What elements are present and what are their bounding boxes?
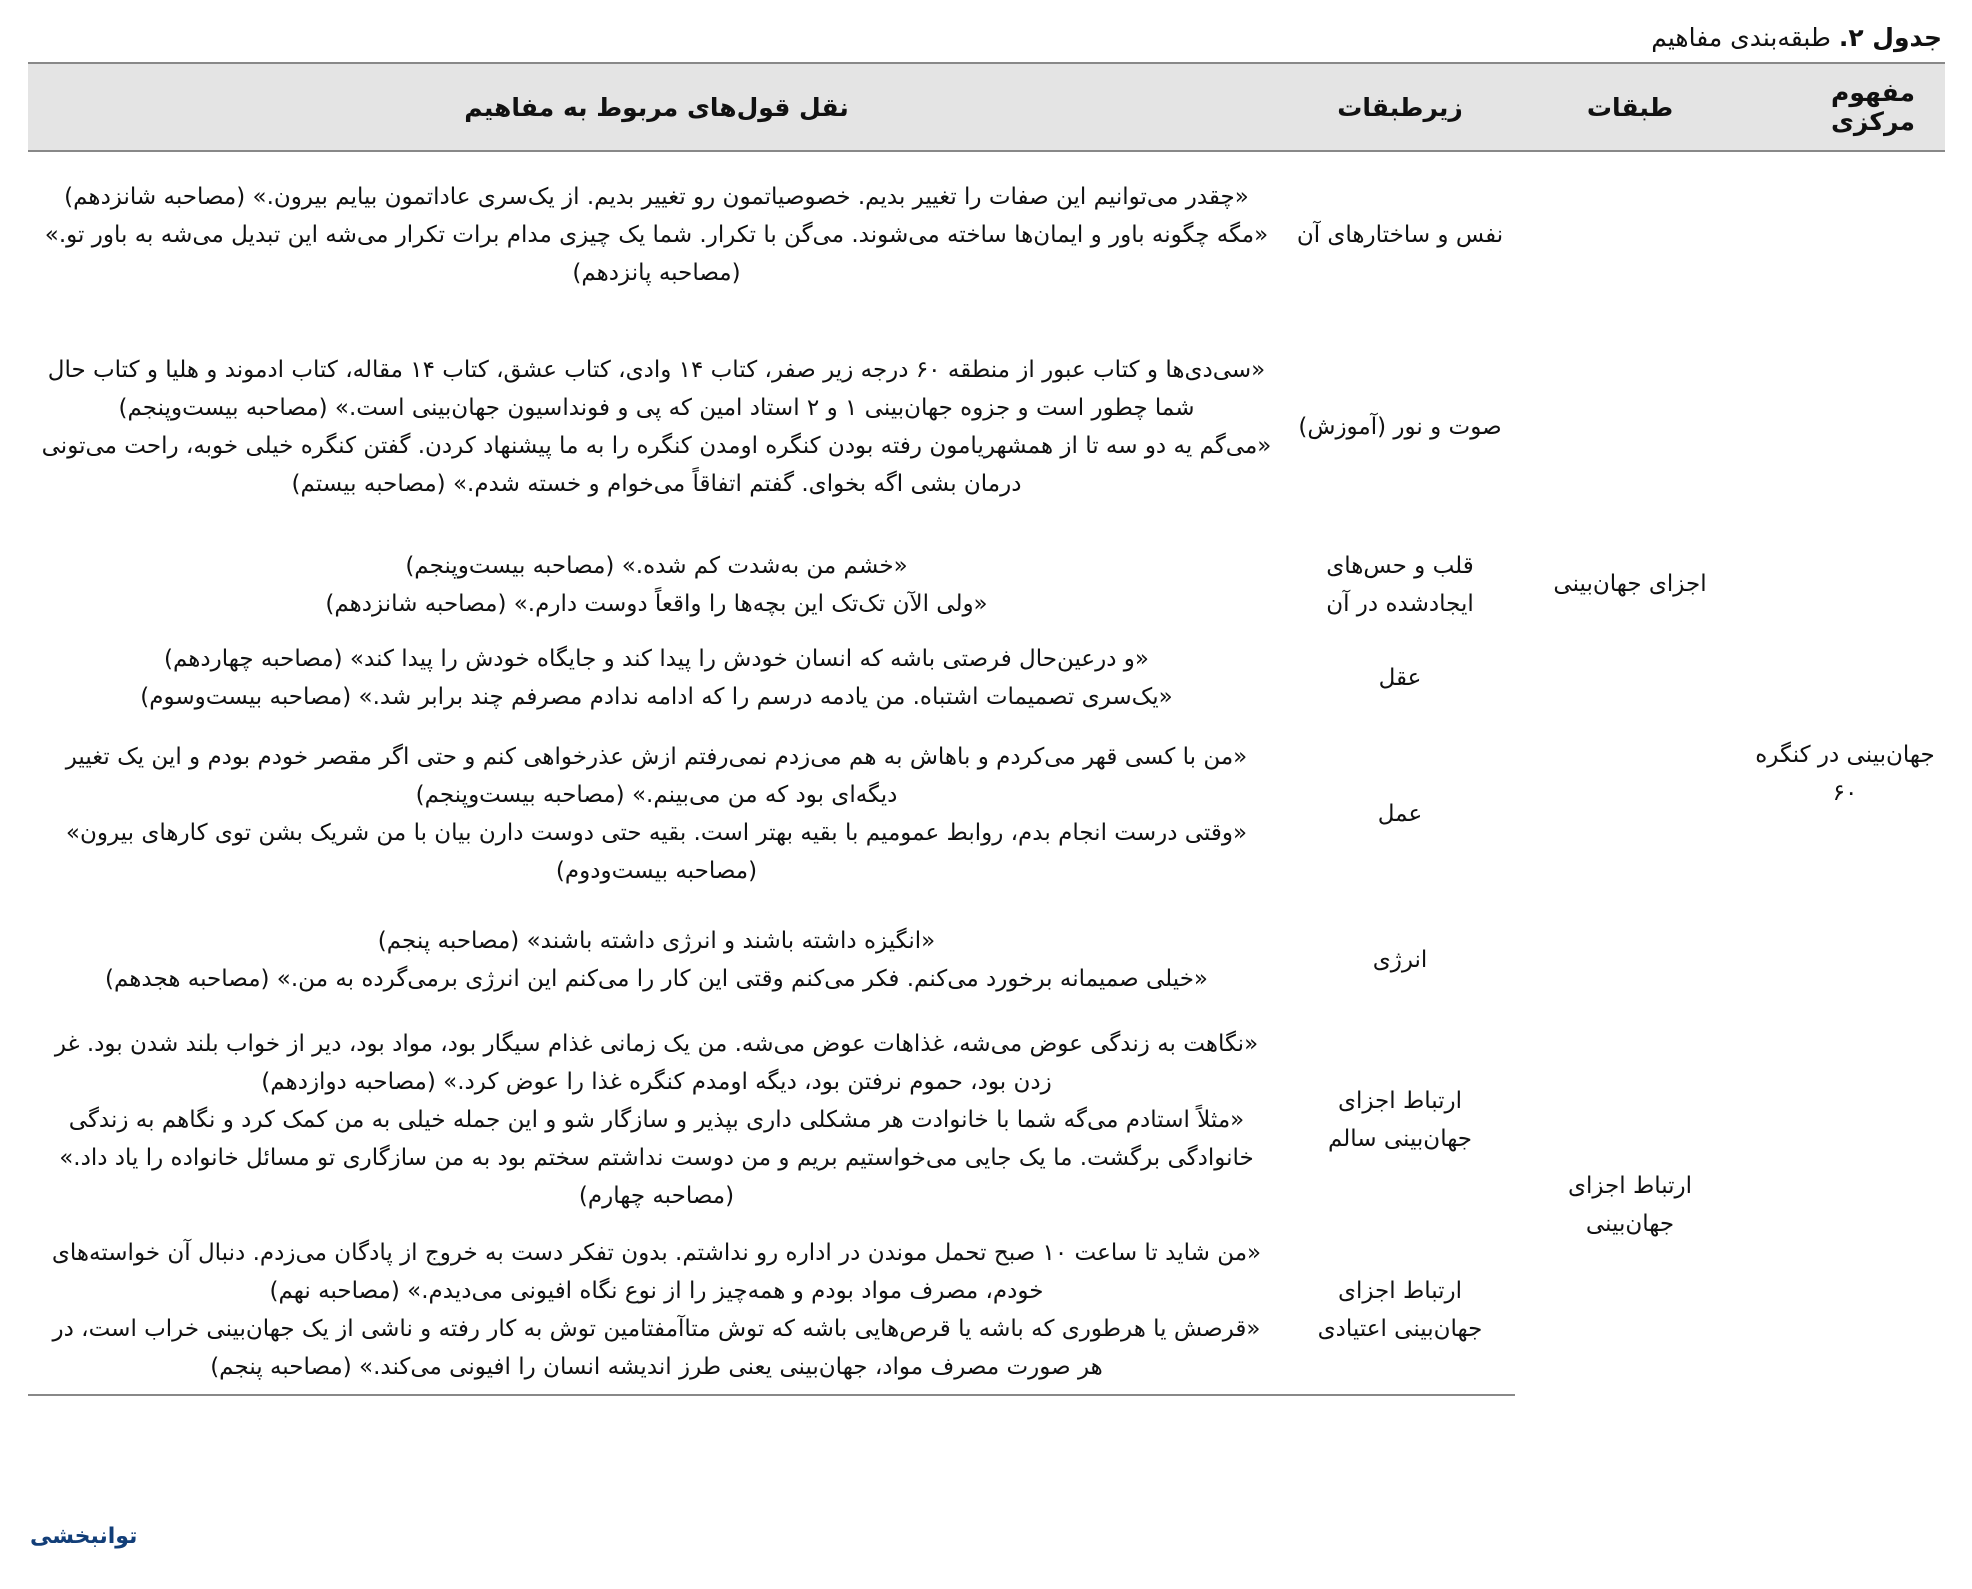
category-text: ارتباط اجزای جهان‌بینی — [1567, 1173, 1693, 1237]
quotes-cell — [28, 905, 1285, 1015]
subcategory-cell: ارتباط اجزای جهان‌بینی سالم — [1327, 1088, 1473, 1152]
quotes-cell — [28, 633, 1285, 723]
quote-text: «مگه چگونه باور و ایمان‌ها ساخته می‌شوند. می‌گن با تکرار. شما یک چیزی مدام برات تکرار می‌شه این تبدیل می‌شه به باور تو.» (مصاحبه پانزدهم) — [44, 221, 1269, 286]
subcategory-cell: ارتباط اجزای جهان‌بینی اعتیادی — [1285, 1225, 1515, 1395]
subcategory-cell: عمل — [1377, 801, 1423, 827]
quote-text: «و درعین‌حال فرصتی باشه که انسان خودش را پیدا کند و جایگاه خودش را پیدا کند» (مصاحبه چهاردهم) — [163, 646, 1149, 672]
quotes-cell — [28, 537, 1285, 633]
quote-text: «خشم من به‌شدت کم شده.» (مصاحبه بیست‌وپنجم) — [405, 553, 908, 579]
table-caption-label: جدول ۲. — [1838, 23, 1942, 52]
quotes-cell — [28, 723, 1285, 905]
category-cell — [1515, 1015, 1745, 1395]
table-row — [28, 1015, 1945, 1225]
table-caption-title: طبقه‌بندی مفاهیم — [1651, 23, 1831, 52]
quotes-cell — [28, 1015, 1285, 1225]
quotes-cell — [28, 1225, 1285, 1395]
core-concept-cell — [1745, 151, 1945, 1395]
quote-text: «قرصش یا هرطوری که باشه یا قرص‌هایی باشه که توش متاآمفتامین توش به کار رفته و ناشی از یک جهان‌بینی خراب است، در هر صورت مصرف مواد، جهان‌بینی یعنی طرز اندیشه انسان را افیونی می‌کند.» (مصاحبه پنجم) — [52, 1315, 1261, 1380]
header-core-concept: مفهوم مرکزی — [1745, 63, 1945, 151]
quote-text: «انگیزه داشته باشند و انرژی داشته باشند» (مصاحبه پنجم) — [377, 928, 936, 954]
category-text: اجزای جهان‌بینی — [1553, 570, 1707, 597]
concepts-table — [28, 62, 1945, 1396]
quote-text: «ولی الآن تک‌تک این بچه‌ها را واقعاً دوست دارم.» (مصاحبه شانزدهم) — [325, 591, 988, 617]
quote-text: «نگاهت به زندگی عوض می‌شه، غذاهات عوض می‌شه. من یک زمانی غذام سیگار بود، مواد بود، دیر از خواب بلند شدن بود. غر زدن بود، حموم نرفتن بود، دیگه اومدم کنگره غذا را عوض کرد.» (مصاحبه دوازدهم) — [54, 1031, 1259, 1095]
subcategory-cell: عقل — [1378, 665, 1422, 691]
quote-text: «مثلاً استادم می‌گه شما با خانوادت هر مشکلی داری بپذیر و سازگار شو و این جمله خیلی به من کمک کرد و نگاهم به زندگی خانوادگی برگشت. ما یک جایی می‌خواستیم بریم و من دوست نداشتم سختم بود به من سازگاری تو مسائل خانواده را یاد داد.» (مصاحبه چهارم) — [59, 1107, 1254, 1209]
subcategory-cell: صوت و نور (آموزش) — [1298, 414, 1502, 440]
quotes-cell — [28, 151, 1285, 317]
core-concept-text: جهان‌بینی در کنگره ۶۰ — [1755, 741, 1935, 806]
category-cell — [1515, 151, 1745, 1015]
quote-text: «چقدر می‌توانیم این صفات را تغییر بدیم. خصوصیاتمون رو تغییر بدیم. از یک‌سری عاداتمون بیایم بیرون.» (مصاحبه شانزدهم) — [64, 183, 1249, 210]
quote-text: «خیلی صمیمانه برخورد می‌کنم. فکر می‌کنم وقتی این کار را می‌کنم این انرژی برمی‌گرده به من.» (مصاحبه هجدهم) — [104, 966, 1209, 992]
subcategory-cell: انرژی — [1372, 947, 1428, 973]
quote-text: «یک‌سری تصمیمات اشتباه. من یادمه درسم را که ادامه ندادم مصرفم چند برابر شد.» (مصاحبه بیست‌وسوم) — [140, 684, 1173, 710]
header-subcategory: زیرطبقات — [1285, 63, 1515, 151]
quotes-cell — [28, 317, 1285, 537]
quote-text: «می‌گم یه دو سه تا از همشهریامون رفته بودن کنگره اومدن کنگره را به ما پیشنهاد کردن. گفتن کنگره خیلی خوبه، راحت می‌تونی درمان بشی اگه بخوای. گفتم اتفاقاً می‌خوام و خسته شدم.» (مصاحبه بیستم) — [41, 433, 1272, 497]
table-row — [28, 151, 1945, 317]
header-category: طبقات — [1515, 63, 1745, 151]
header-quotes: نقل قول‌های مربوط به مفاهیم — [28, 63, 1285, 151]
journal-logo: توانبخشی — [30, 1524, 138, 1549]
quote-text: «سی‌دی‌ها و کتاب عبور از منطقه ۶۰ درجه زیر صفر، کتاب ۱۴ وادی، کتاب عشق، کتاب ۱۴ مقاله، کتاب ادموند و هلیا و کتاب حال شما چطور است و جزوه جهان‌بینی ۱ و ۲ استاد امین که پی و فونداسیون جهان‌بینی است.» (مصاحبه بیست‌وپنجم) — [47, 357, 1266, 421]
subcategory-cell: نفس و ساختارهای آن — [1296, 221, 1504, 248]
table-caption — [1651, 18, 1942, 58]
subcategory-cell: قلب و حس‌های ایجادشده در آن — [1326, 553, 1474, 617]
quote-text: «وقتی درست انجام بدم، روابط عمومیم با بقیه بهتر است. بقیه حتی دوست دارن بیان با من شریک بشن توی کارهای بیرون» (مصاحبه بیست‌ودوم) — [65, 820, 1248, 884]
quote-text: «من شاید تا ساعت ۱۰ صبح تحمل موندن در اداره رو نداشتم. بدون تفکر دست به خروج از پادگان می‌زدم. دنبال آن خواسته‌های خودم، مصرف مواد بودم و همه‌چیز را از نوع نگاه افیونی می‌دیدم.» (مصاحبه نهم) — [51, 1239, 1262, 1304]
table-header-row — [28, 63, 1945, 151]
quote-text: «من با کسی قهر می‌کردم و باهاش به هم می‌زدم نمی‌رفتم ازش عذرخواهی کنم و حتی اگر مقصر خودم بودم و این یک تغییر دیگه‌ای بود که من می‌بینم.» (مصاحبه بیست‌وپنجم) — [65, 744, 1248, 808]
